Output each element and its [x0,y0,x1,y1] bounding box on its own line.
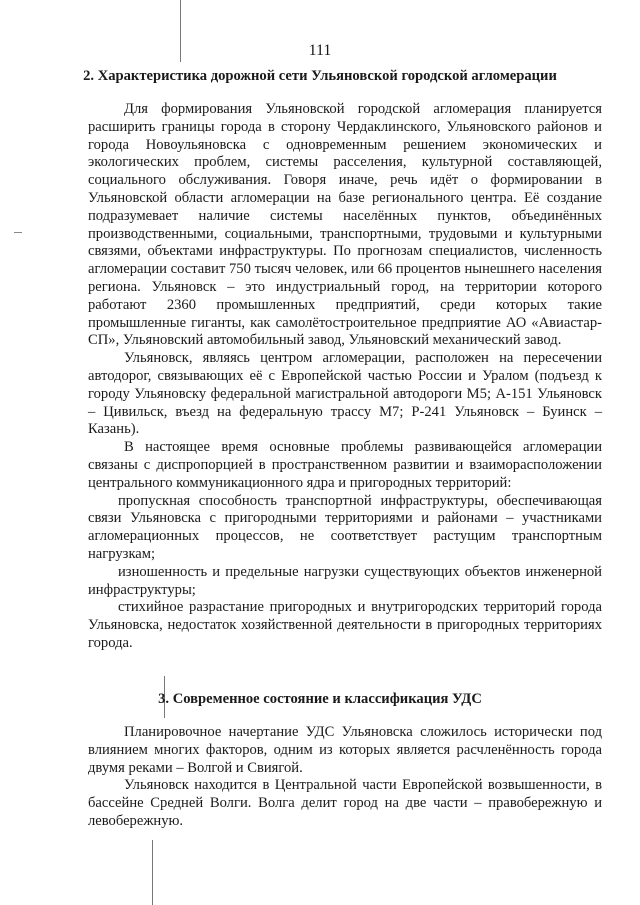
section-2-body [88,101,602,653]
paragraph: Для формирования Ульяновской городской агломерация планируется расширить границы города в сторону Чердаклинского, Ульяновского районов и города Новоульяновска с одновременным решением экономических и экологических проблем, системы расселения, культурной составляющей, социального обслуживания. Говоря иначе, речь идёт о формировании в Ульяновской области агломерации на базе регионального центра. Её создание подразумевает наличие системы населённых пунктов, объединённых производственными, социальными, транспортными, трудовыми и культурными связями, объектами инфраструктуры. По прогнозам специалистов, численность агломерации составит 750 тысяч человек, или 66 процентов нынешнего населения региона. Ульяновск – это индустриальный город, на территории которого работают 2360 промышленных предприятий, среди которых такие промышленные гиганты, как самолётостроительное предприятие АО «Авиастар-СП», Ульяновский автомобильный завод, Ульяновский механический завод. [88,101,602,349]
paragraph: Планировочное начертание УДС Ульяновска сложилось исторически под влиянием многих факторов, одним из которых является расчленённость города двумя реками – Волгой и Свиягой. [88,724,602,776]
section-2-heading: 2. Характеристика дорожной сети Ульяновской городской агломерации [83,68,557,84]
page-number: 111 [308,42,332,59]
section-3-heading: 3. Современное состояние и классификация УДС [158,691,482,707]
section-3-body [88,724,602,831]
paragraph: В настоящее время основные проблемы развивающейся агломерации связаны с диспропорцией в пространственном развитии и взаиморасположении центрального коммуникационного ядра и пригородных территорий: [88,439,602,491]
paragraph: Ульяновск, являясь центром агломерации, расположен на пересечении автодорог, связывающих её с Европейской частью России и Уралом (подъезд к городу Ульяновску федеральной магистральной автодороги М5; А-151 Ульяновск – Цивильск, въезд на федеральную трассу М7; Р-241 Ульяновск – Буинск – Казань). [88,350,602,438]
list-item: стихийное разрастание пригородных и внутригородских территорий города Ульяновска, недостаток хозяйственной деятельности в пригородных территориях города. [88,599,602,651]
list-item: пропускная способность транспортной инфраструктуры, обеспечивающая связи Ульяновска с пригородными территориями и районами – участниками агломерационных процессов, не соответствует растущим транспортным нагрузкам; [88,492,602,562]
scan-artifact-bottom-line [152,840,153,905]
scan-artifact-margin-mark [14,232,22,233]
list-item: изношенность и предельные нагрузки существующих объектов инженерной инфраструктуры; [88,563,602,598]
paragraph: Ульяновск находится в Центральной части Европейской возвышенности, в бассейне Средней Волги. Волга делит город на две части – правобережную и левобережную. [88,777,602,829]
